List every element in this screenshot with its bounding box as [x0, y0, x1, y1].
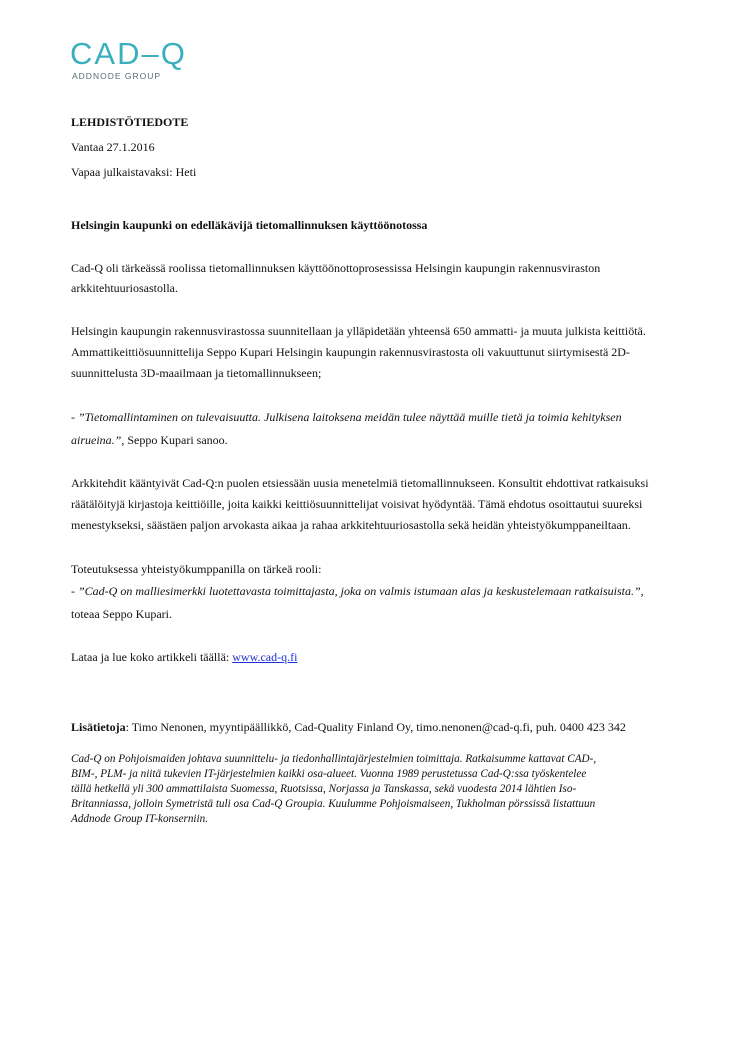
about-line: tällä hetkellä yli 300 ammattilaista Suomessa, Ruotsissa, Norjassa ja Tanskassa, sekä vuodesta 2014 lähtien Iso- [71, 783, 577, 795]
about-line: BIM-, PLM- ja niitä tukevien IT-järjestelmien kaikki osa-alueet. Vuonna 1989 perustetussa Cad-Q:ssa työskentelee [71, 768, 587, 780]
quote-text: - ”Cad-Q on malliesimerkki luotettavasta toimittajasta, joka on valmis istumaan alas ja keskustelemaan ratkaisuista.” [71, 584, 641, 598]
quote-line: - ”Tietomallintaminen on tulevaisuutta. Julkisena laitoksena meidän tulee näyttää muille tietä ja toimia kehityksen [71, 410, 622, 424]
quote-line [71, 581, 644, 601]
about-line: Britanniassa, jolloin Symetristä tuli osa Cad-Q Groupia. Kuulumme Pohjoismaiseen, Tukholman pörssissä listattuun [71, 798, 596, 810]
quote-text: airueina.” [71, 433, 122, 447]
download-line [71, 647, 297, 667]
contact-line [71, 717, 626, 737]
paragraph-line: Cad-Q oli tärkeässä roolissa tietomallinnuksen käyttöönottoprosessissa Helsingin kaupungin rakennusviraston [71, 261, 601, 275]
quote-comma: , [640, 584, 644, 598]
logo-wordmark: CAD–Q [70, 36, 187, 71]
release-note: Vapaa julkaistavaksi: Heti [71, 165, 197, 179]
paragraph-line: suunnittelusta 3D-maailmaan ja tietomallinnukseen; [71, 366, 322, 380]
about-line: Addnode Group IT-konserniin. [71, 813, 209, 825]
headline: Helsingin kaupunki on edelläkävijä tietomallinnuksen käyttöönotossa [71, 218, 428, 232]
about-line: Cad-Q on Pohjoismaiden johtava suunnittelu- ja tiedonhallintajärjestelmien toimittaja. Ratkaisumme kattavat CAD-, [71, 753, 597, 765]
logo-subtitle: ADDNODE GROUP [72, 71, 162, 81]
paragraph-line: Arkkitehdit kääntyivät Cad-Q:n puolen etsiessään uusia menetelmiä tietomallinnukseen. Konsultit ehdottivat ratkaisuksi [71, 476, 649, 490]
paragraph-line: Helsingin kaupungin rakennusvirastossa suunnitellaan ja ylläpidetään yhteensä 650 ammatti- ja muuta julkista keittiötä. [71, 324, 646, 338]
paragraph-line: räätälöityjä kirjastoja keittiöille, joita kaikki keittiösuunnittelijat voisivat hyödyntää. Tämä ehdotus osoittautui suureksi [71, 497, 643, 511]
paragraph-line: arkkitehtuuriosastolla. [71, 281, 178, 295]
document-title: LEHDISTÖTIEDOTE [71, 115, 189, 129]
paragraph-line: Toteutuksessa yhteistyökumppanilla on tärkeä rooli: [71, 562, 322, 576]
company-logo [70, 38, 187, 81]
download-text: Lataa ja lue koko artikkeli täällä: [71, 650, 233, 664]
contact-label: Lisätietoja [71, 720, 126, 734]
paragraph-line: menestykseksi, säästäen paljon arvokasta aikaa ja rahaa arkkitehtuuriosastolla sekä heidän yhteistyökumppaneiltaan. [71, 518, 631, 532]
paragraph-line: Ammattikeittiösuunnittelija Seppo Kupari Helsingin kaupungin rakennusvirastosta oli vakuuttunut siirtymisestä 2D- [71, 345, 630, 359]
paragraph-line: toteaa Seppo Kupari. [71, 607, 172, 621]
document-date: Vantaa 27.1.2016 [71, 140, 155, 154]
quote-line [71, 430, 228, 450]
website-link[interactable]: www.cad-q.fi [232, 650, 298, 664]
quote-attribution: , Seppo Kupari sanoo. [121, 433, 228, 447]
contact-text: : Timo Nenonen, myyntipäällikkö, Cad-Quality Finland Oy, timo.nenonen@cad-q.fi, puh. 0400 423 342 [125, 720, 626, 734]
